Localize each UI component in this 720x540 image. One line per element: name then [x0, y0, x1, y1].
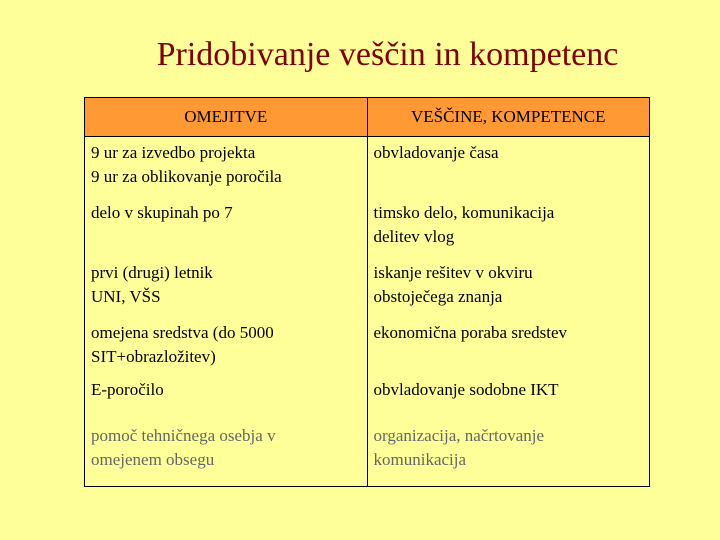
cell-line: omejenem obsegu: [91, 449, 215, 469]
skill-cell: [367, 136, 649, 197]
skill-cell: [367, 317, 649, 374]
cell-line: pomoč tehničnega osebja v: [91, 425, 276, 445]
cell-line: komunikacija: [373, 449, 467, 469]
cell-line: obvladovanje časa: [373, 142, 499, 162]
cell-line: obvladovanje sodobne IKT: [373, 380, 559, 400]
cell-line: delitev vlog: [373, 227, 455, 247]
cell-line: E-poročilo: [91, 380, 164, 400]
table-row: [85, 374, 649, 420]
table-header-row: [85, 98, 649, 136]
constraint-cell: [85, 374, 367, 420]
cell-line: 9 ur za oblikovanje poročila: [91, 166, 282, 186]
cell-line: timsko delo, komunikacija: [373, 203, 555, 223]
table-row: [85, 257, 649, 317]
table-row: [85, 197, 649, 257]
constraint-cell: [85, 317, 367, 374]
constraint-cell: [85, 257, 367, 317]
cell-line: prvi (drugi) letnik: [91, 263, 213, 283]
table-row: [85, 420, 649, 486]
cell-line: ekonomična poraba sredstev: [373, 323, 568, 343]
constraint-cell: [85, 136, 367, 197]
cell-line: organizacija, načrtovanje: [373, 425, 545, 445]
cell-line: delo v skupinah po 7: [91, 203, 233, 223]
cell-line: 9 ur za izvedbo projekta: [91, 142, 256, 162]
skill-cell: [367, 374, 649, 420]
skill-cell: [367, 197, 649, 257]
table-row: [85, 136, 649, 197]
skills-table: [84, 97, 650, 487]
constraint-cell: [85, 420, 367, 486]
constraint-cell: [85, 197, 367, 257]
cell-line: iskanje rešitev v okviru: [373, 263, 533, 283]
skill-cell: [367, 420, 649, 486]
skill-cell: [367, 257, 649, 317]
header-constraints: OMEJITVE: [85, 98, 367, 136]
cell-line: UNI, VŠS: [91, 287, 161, 307]
cell-line: SIT+obrazložitev): [91, 347, 216, 367]
cell-line: obstoječega znanja: [373, 287, 503, 307]
table-row: [85, 317, 649, 374]
slide-title: Pridobivanje veščin in kompetenc: [156, 36, 619, 73]
cell-line: omejena sredstva (do 5000: [91, 323, 274, 343]
header-skills: VEŠČINE, KOMPETENCE: [367, 98, 649, 136]
